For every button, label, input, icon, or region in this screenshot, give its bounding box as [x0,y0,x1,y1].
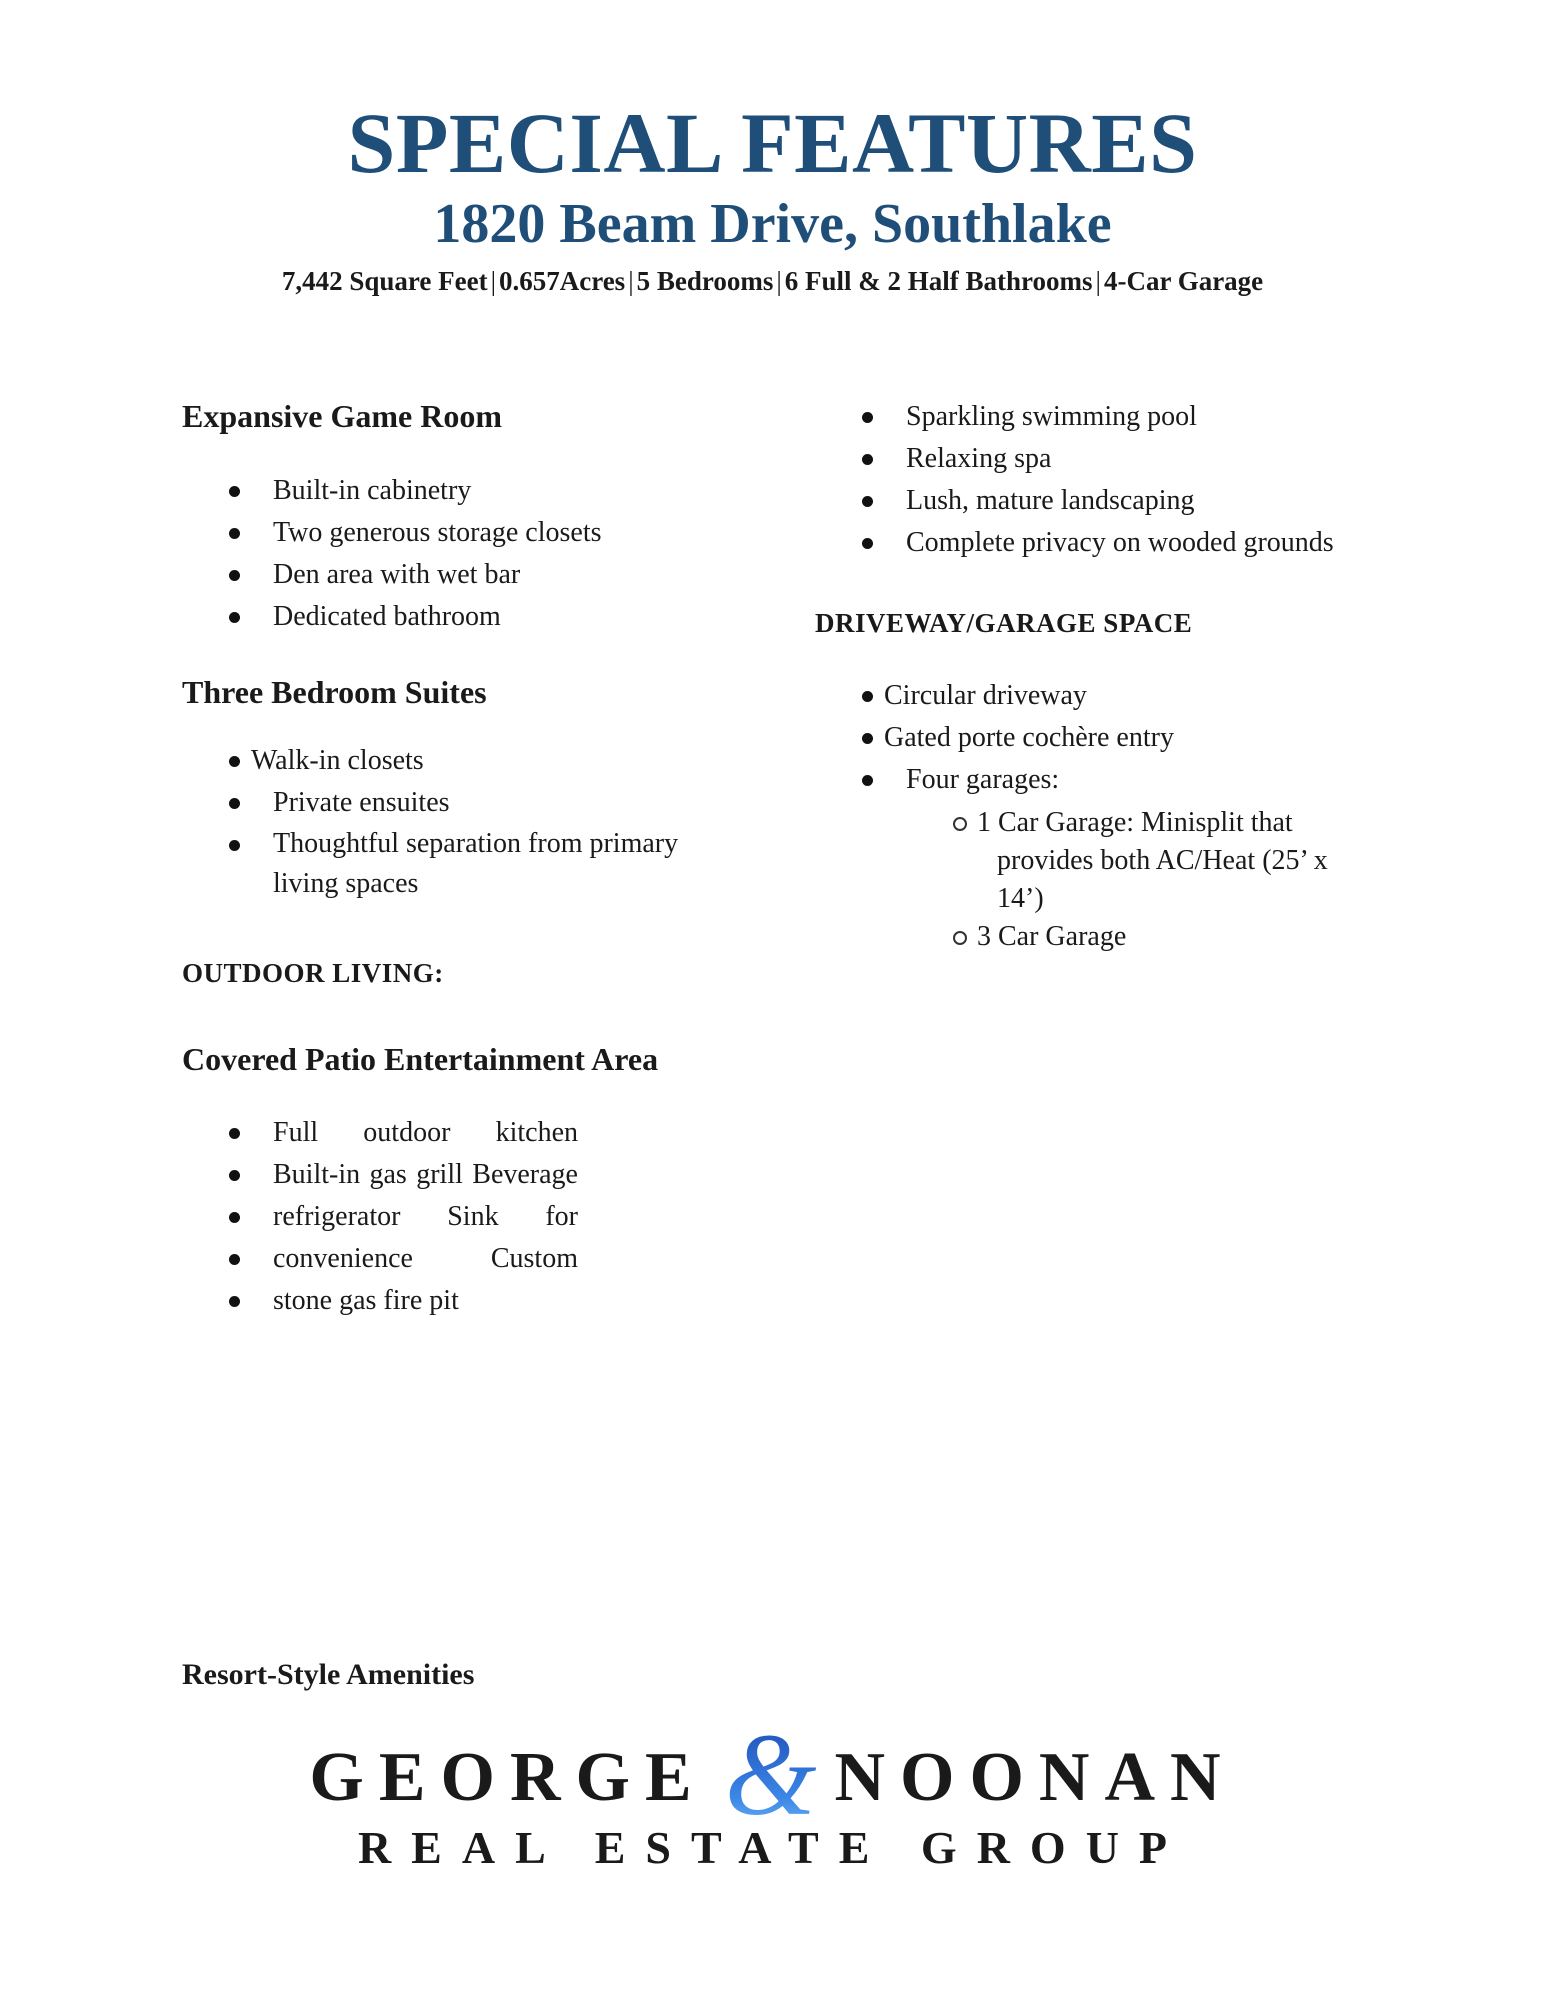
patio-heading: Covered Patio Entertainment Area [182,1041,659,1077]
bullet-icon [229,1212,240,1223]
stat-separator: | [490,266,496,296]
stat-separator: | [628,266,634,296]
stat-bathrooms: 6 Full & 2 Half Bathrooms [784,266,1093,296]
stat-separator: | [776,266,782,296]
circle-bullet-icon [953,817,967,831]
bullet-icon [229,612,240,623]
circle-bullet-icon [953,931,967,945]
stat-garage: 4-Car Garage [1103,266,1264,296]
bullet-icon [229,840,240,851]
bullet-icon [862,538,873,549]
game-room-heading: Expansive Game Room [182,398,502,434]
property-stats [0,268,1545,295]
driveway-heading: DRIVEWAY/GARAGE SPACE [815,608,1193,638]
bullet-icon [229,528,240,539]
stat-bedrooms: 5 Bedrooms [636,266,774,296]
bullet-icon [229,756,240,767]
outdoor-living-heading: OUTDOOR LIVING: [182,958,444,988]
bullet-icon [862,454,873,465]
bullet-icon [229,486,240,497]
amenities-heading: Resort-Style Amenities [182,1658,475,1691]
bullet-icon [229,1254,240,1265]
stat-square-feet: 7,442 Square Feet [281,266,488,296]
stat-acres: 0.657Acres [498,266,626,296]
bullet-icon [229,1128,240,1139]
logo-word-george: GEORGE [309,1739,707,1816]
bullet-icon [229,570,240,581]
bedroom-suites-heading: Three Bedroom Suites [182,674,487,710]
company-logo [0,1709,1545,1840]
bullet-icon [862,775,873,786]
bullet-icon [229,1296,240,1307]
bullet-icon [229,798,240,809]
list-item: 1 Car Garage: Minisplit that provides both AC/Heat (25’ x 14’) [953,804,1367,918]
page-title: SPECIAL FEATURES [347,95,1198,191]
bullet-icon [862,733,873,744]
ampersand-logo-icon: & [724,1709,817,1840]
property-address: 1820 Beam Drive, Southlake [433,193,1112,255]
bullet-icon [862,691,873,702]
stat-separator: | [1095,266,1101,296]
bullet-icon [862,412,873,423]
bullet-icon [229,1170,240,1181]
garage-sublist [953,804,1367,956]
list-item: 3 Car Garage [953,918,1367,956]
bullet-icon [862,496,873,507]
logo-tagline: REAL ESTATE GROUP [357,1822,1188,1873]
logo-word-noonan: NOONAN [834,1739,1236,1816]
